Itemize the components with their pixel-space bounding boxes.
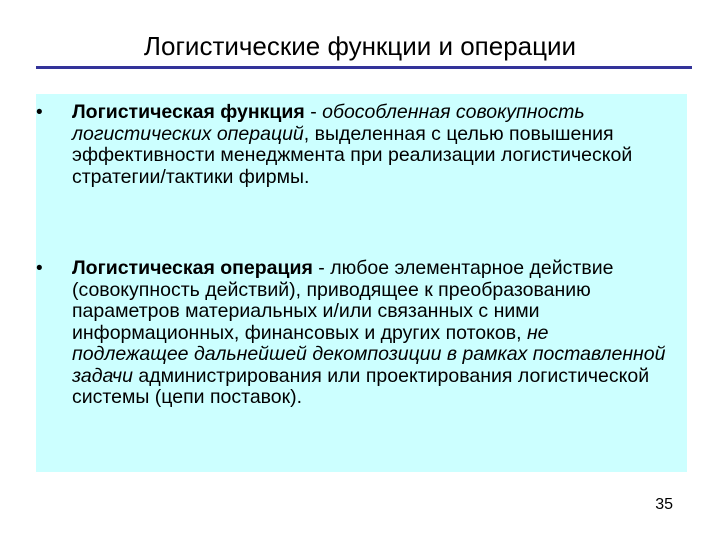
definition-start: - любое элементарное действие (совокупность действий), приводящее к преобразованию параметров материальных и/или связанных с ними информационных, финансовых и других потоков, [72, 257, 614, 344]
bullet-logistic-operation [36, 258, 666, 409]
definitions-box [36, 94, 687, 472]
bullet-logistic-function [36, 102, 666, 188]
bullet-text [72, 258, 666, 409]
term-logistic-operation: Логистическая операция [72, 257, 313, 279]
title-underline [36, 66, 692, 69]
bullet-marker: • [36, 102, 43, 123]
definition-italic: обособленная совокупность логистических операций [72, 101, 585, 145]
bullet-text [72, 102, 666, 188]
separator: - [304, 101, 323, 123]
definition-rest: администрирования или проектирования логистической системы (цепи поставок). [72, 364, 650, 408]
page-number: 35 [655, 496, 673, 513]
term-logistic-function: Логистическая функция [72, 101, 305, 123]
slide-title: Логистические функции и операции [143, 31, 577, 61]
definition-italic: не подлежащее дальнейшей декомпозиции в рамках поставленной задачи [72, 321, 666, 387]
definition-rest: , выделенная с целью повышения эффективности менеджмента при реализации логистической стратегии/тактики фирмы. [72, 122, 633, 188]
bullet-marker: • [36, 258, 43, 279]
